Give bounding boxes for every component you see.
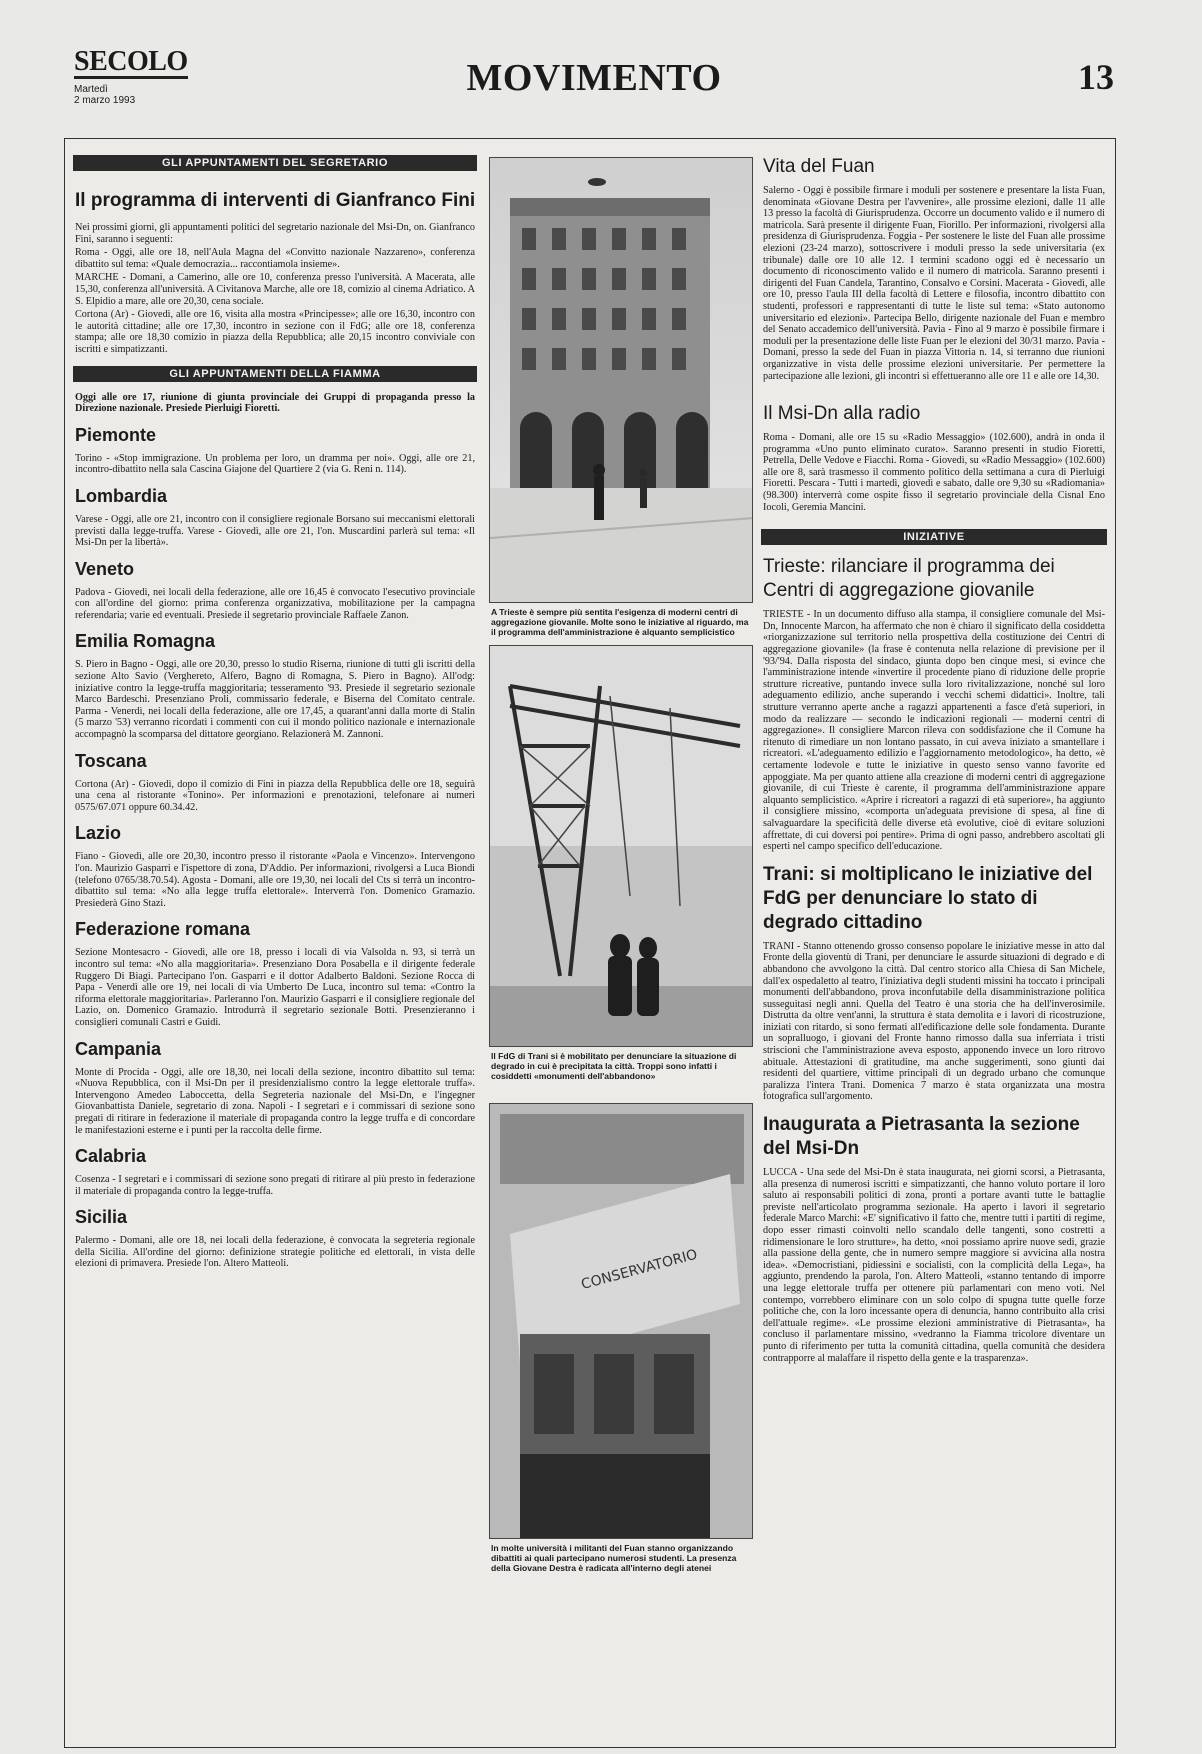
region-text: Palermo - Domani, alle ore 18, nei locali della federazione, è convocata la segreteria regionale della Sicilia. All'ordine del giorno: definizione strategie politiche ed elettorali, in vista delle elezioni di primavera. Presiede l'on. Altero Matteoli.: [75, 1235, 475, 1270]
region-heading: Sicilia: [75, 1207, 128, 1228]
photo-sign-text: CONSERVATORIO: [579, 1246, 700, 1294]
intro-text: Nei prossimi giorni, gli appuntamenti politici del segretario nazionale del Msi-Dn, on. Gianfranco Fini, saranno i seguenti:: [75, 222, 475, 245]
trani-text: TRANI - Stanno ottenendo grosso consenso popolare le iniziative messe in atto dal Fronte della gioventù di Trani, per denunciare le assurde situazioni di degrado e di abbandono che avvolgono la città. Dal centro storico alla Chiesa di San Michele, dall'ex ospedaletto al teatro, l'iniziativa degli studenti missini ha toccato i principali monumenti dell'abbandono, prova inconfutabile della disamministrazione politica susseguitasi negli anni. Quella del Teatro è una storia che ha dell'inverosimile. Distrutta da oltre vent'anni, la struttura è stata demolita e i lavori di ricostruzione, iniziati con ritardo, si sono fermati all'edificazione delle sole fondamenta. Durante un sopralluogo, i giovani del Fronte hanno rimosso dalla sua inferriata i tristi striscioni che l'amministrazione aveva esposto, apponendo invece un loro ritrovo abituale. Attestazioni di gratitudine, ma anche suggerimenti, sono giunti dai residenti del quartiere, vittime principali di un degrado urbano che comunque paralizza l'intera Trani. Domenica 7 marzo è stata organizzata una mostra fotografica sull'argomento.: [763, 940, 1105, 1103]
headline-trani: Trani: si moltiplicano le iniziative del FdG per denunciare lo stato di degrado cittadino: [763, 863, 1093, 933]
region-heading: Campania: [75, 1038, 162, 1059]
page-number: 13: [1078, 57, 1114, 97]
region-text: Padova - Giovedì, nei locali della federazione, alle ore 16,45 è convocato l'esecutivo provinciale con all'ordine del giorno: prima conferenza organizzativa, mobilitazione per la campagna referendaria; varie ed eventuali. Presiede il segretario provinciale Raffaele Zanon.: [75, 586, 475, 621]
region-heading: Piemonte: [75, 424, 157, 445]
headline-trieste: Trieste: rilanciare il programma dei Centri di aggregazione giovanile: [763, 556, 1055, 602]
marche-text: MARCHE - Domani, a Camerino, alle ore 10, conferenza presso l'università. A Macerata, alle 15,30, conferenza all'università. A Civitanova Marche, alle ore 18, comizio al cinema Adriatico. A S. Elpidio a mare, alle ore 20,30, cena sociale.: [75, 272, 475, 307]
photo-trieste: [489, 157, 753, 603]
roma-text: Roma - Oggi, alle ore 18, nell'Aula Magna del «Convitto nazionale Nazzareno», conferenza dibattito sul tema: «Quale democrazia... raccontiamola insieme».: [75, 247, 475, 270]
cortona-text: Cortona (Ar) - Giovedì, alle ore 16, visita alla mostra «Principesse»; alle ore 16,30, incontro con le autorità cittadine; alle ore 17,30, incontro in sezione con il FdG; alle ore 18, conferenza stampa; alle ore 18,30 comizio in piazza della Repubblica; alle 20,15 incontro conviviale con iscritti e simpatizzanti.: [75, 309, 475, 355]
trieste-square-image: [490, 158, 753, 602]
region-text: Varese - Oggi, alle ore 21, incontro con il consigliere regionale Borsano sui meccanismi elettorali previsti dalla legge-truffa. Varese - Giovedì, alle ore 21, l'on. Muscardini parlerà sul tema: «Il Msi-Dn per la libertà».: [75, 513, 475, 549]
region-text: Torino - «Stop immigrazione. Un problema per loro, un dramma per noi». Oggi, alle ore 21, incontro-dibattito nella sala Cascina Giajone del Quartiere 2 (via G. Reni n. 114).: [75, 452, 475, 476]
caption-trieste: A Trieste è sempre più sentita l'esigenza di moderni centri di aggregazione giovanile. Molte sono le iniziative al riguardo, ma il programma dell'amministrazione è alquanto semplicistico: [491, 607, 749, 637]
caption-trani: Il FdG di Trani si è mobilitato per denunciare la situazione di degrado in cui è precipitata la città. Troppi sono infatti i cosiddetti «monumenti dell'abbandono»: [491, 1051, 737, 1081]
photo-university: [489, 1103, 753, 1539]
banner-segretario: GLI APPUNTAMENTI DEL SEGRETARIO: [73, 155, 477, 171]
left-column: [73, 139, 477, 1272]
region-heading: Toscana: [75, 750, 147, 771]
region-heading: Calabria: [75, 1146, 147, 1167]
region-text: Cosenza - I segretari e i commissari di sezione sono pregati di ritirare al più presto in federazione il materiale di propaganda contro la legge-truffa.: [75, 1174, 475, 1197]
region-heading: Lazio: [75, 823, 122, 844]
banner-fiamma: GLI APPUNTAMENTI DELLA FIAMMA: [73, 366, 477, 382]
region-text: Sezione Montesacro - Giovedì, alle ore 18, presso i locali di via Valsolda n. 93, si terrà un incontro sul tema: «No alla maggioritaria». Presenziano Dora Posabella e il dirigente federale Ruggero Di Biagi. Partecipano l'on. Gasparri e il dottor Adalberto Baldoni. Sezione Rocca di Papa - Venerdì alle ore 19, nei locali di via Umberto De Luca, incontro sul tema: «Contro la riforma elettorale maggioritaria». Parleranno l'on. Maurizio Gasparri e il consigliere regionale del Lazio, on. Domenico Gramazio. Introdurrà il segretario sezionale Botti. Presenzieranno i consiglieri comunali Castri e Guidi.: [75, 947, 475, 1028]
headline-pietrasanta: Inaugurata a Pietrasanta la sezione del Msi-Dn: [763, 1114, 1080, 1160]
photo-trani: [489, 645, 753, 1047]
headline-fini: Il programma di interventi di Gianfranco Fini: [75, 190, 476, 211]
content-frame: [64, 138, 1116, 1748]
issue-day: Martedì: [74, 84, 108, 95]
banner-iniziative: INIZIATIVE: [761, 529, 1107, 545]
issue-date: 2 marzo 1993: [74, 95, 136, 106]
region-text: Cortona (Ar) - Giovedì, dopo il comizio di Fini in piazza della Repubblica delle ore 18, seguirà una cena al ristorante «Tonino». Per informazioni e prenotazioni, telefonare ai numeri 0575/67.071 oppure 60.34.42.: [75, 778, 475, 813]
region-heading: Emilia Romagna: [75, 631, 216, 652]
newspaper-logo: SECOLO: [74, 46, 188, 77]
university-building-image: [490, 1104, 753, 1538]
headline-radio: Il Msi-Dn alla radio: [763, 403, 921, 425]
section-title: MOVIMENTO: [466, 57, 722, 99]
fuan-text: Salerno - Oggi è possibile firmare i moduli per sostenere e presentare la lista Fuan, denominata «Giovane Destra per l'avvenire», alle prossime elezioni, dalle 11 alle 13 presso la facoltà di Giurisprudenza. Occorre un documento valido e il numero di matricola. Sarà presente il dirigente Fuan, Fiorillo. Per informazioni, rivolgersi alla presidenza di Giurisprudenza. Foggia - Per sostenere le liste del Fuan alle prossime elezioni (23-24 marzo), sottoscrivere i moduli presso la sede universitaria (ex tribunale) dalle ore 10 alle 12. I termini scadono oggi ed è necessario un documento di riconoscimento valido e il numero di matricola. Saranno presenti i dirigenti del Fuan Candela, Tarantino, Consalvo e Corsini. Macerata - Giovedì, alle ore 10, presso l'aula III della facoltà di Lettere e filosofia, incontro dibattito con studenti, professori e rappresentanti di tutte le liste sul tema: «Stato autonomo universitario ed elezioni». Partecipa Bello, dirigente nazionale del Fuan e membro del Senato accademico dell'università. Pavia - Fino al 9 marzo è possibile firmare i moduli per la presentazione delle liste Fuan per le elezioni del 30/31 marzo. Pavia - Domani, presso la sede del Fuan in piazza Vittoria n. 14, si terranno due riunioni organizzative in vista delle prossime elezioni universitarie. Per permettere la partecipazione alle lezioni, gli incontri si effettueranno alle ore 11 e alle ore 14,30.: [763, 185, 1105, 382]
caption-university: In molte università i militanti del Fuan stanno organizzando dibattiti ai quali partecipano numerosi studenti. La presenza della Giovane Destra è radicata all'interno degli atenei: [491, 1543, 737, 1573]
headline-fuan: Vita del Fuan: [763, 156, 875, 177]
masthead: [74, 48, 1114, 108]
radio-text: Roma - Domani, alle ore 15 su «Radio Messaggio» (102.600), andrà in onda il programma «Uno punto eliminato curato». Saranno presenti in studio Fioretti, Petrella, Delle Vedove e Fiacchi. Roma - Giovedì, su «Radio Messaggio» (102.600) alle ore 8, sarà trasmesso il commento politico della settimana a cura di Pierluigi Fioretti. Pescara - Tutti i martedì, giovedì e sabato, dalle ore 9,30 su «Radiomania» (98.300) interverrà come ospite fisso il segretario provinciale della Cisnal Eno Iocoli, Geremia Mancini.: [763, 432, 1105, 513]
right-column: [761, 139, 1107, 1366]
region-heading: Veneto: [75, 558, 135, 579]
region-heading: Lombardia: [75, 485, 168, 506]
region-text: Monte di Procida - Oggi, alle ore 18,30, nei locali della sezione, incontro dibattito sul tema: «Nuova Repubblica, con il Msi-Dn per il presidenzialismo contro la legge elettorale truffa». Intervengono Amedeo Laboccetta, della Segreteria nazionale del Msi-Dn, e l'ingegner Giovanbattista Daniele, segretario di zona. Napoli - I segretari e i commissari di sezione sono pregati di ritirare in federazione il materiale di propaganda contro la legge truffa e di concordare le manifestazioni esterne e i punti per la raccolta delle firme.: [75, 1066, 475, 1136]
pietrasanta-text: LUCCA - Una sede del Msi-Dn è stata inaugurata, nei giorni scorsi, a Pietrasanta, alla presenza di numerosi iscritti e simpatizzanti, che hanno voluto portare il loro saluto ai responsabili politici di zona, pronti a portare avanti tutte le battaglie previste nell'articolato programma sezionale. Ha aperto i lavori il segretario federale Marco Marchi: «E' significativo il fatto che, mentre tutti i partiti di regime, dopo esser rimasti coinvolti nello scandalo delle tangenti, sono costretti a ridimensionare le loro strutture», ha detto, «noi possiamo aprire nuove sedi, grazie alla passione della gente, che in numero sempre maggiore si avvicina alla nostra idea». «Democristiani, pidiessini e socialisti, con la complicità della Lega», ha aggiunto, prendendo la parola, l'on. Altero Matteoli, «stanno tentando di imporre una legge elettorale truffa per ottenere più parlamentari con meno voti. Nel contempo, vorrebbero eliminare con un solo colpo di spugna tutte quelle forze politiche che, con la loro incessante opera di denuncia, hanno contribuito alla crisi dell'attuale regime». «Le prossime elezioni amministrative di Pietrasanta», ha concluso il parlamentare missino, «vedranno la Fiamma tricolore diventare un punto di riferimento per tutta la comunità cittadina, quella comunità che desidera contrapporre al malaffare il rispetto della gente e la trasparenza».: [763, 1167, 1105, 1364]
region-text: Fiano - Giovedì, alle ore 20,30, incontro presso il ristorante «Paola e Vincenzo». Intervengono l'on. Maurizio Gasparri e l'ispettore di zona, D'Addio. Per informazioni, rivolgersi a Luca Biondi (telefono 0765/38.70.54). Agosta - Domani, alle ore 19,30, nei locali del Cts si terrà un incontro-dibattito sul tema: «No alla legge truffa elettorale». Interverrà l'on. Domenico Gramazio. Presiederà Gino Stazi.: [75, 851, 475, 909]
trani-harbour-image: [490, 646, 753, 1046]
fiamma-intro: Oggi alle ore 17, riunione di giunta provinciale dei Gruppi di propaganda presso la Direzione nazionale. Presiede Pierluigi Fioretti.: [75, 391, 475, 415]
photo-column: [489, 139, 753, 1573]
trieste-text: TRIESTE - In un documento diffuso alla stampa, il consigliere comunale del Msi-Dn, Innocente Marcon, ha affermato che non è chiaro il significato della cosiddetta «riorganizzazione sul territorio nella prospettiva della costituzione dei Centri di aggregazione giovanile» (la frase è contenuta nella relazione di previsione per il '93/'94. Dalla risposta del sindaco, giunta dopo ben cinque mesi, si evince che l'amministrazione intende «invertire il procedente piano di riduzione delle proprie strutture ricreative, puntando invece sulla loro rivitalizzazione, nonché sul loro adeguamento edilizio, anche superando i vecchi schemi didattici». Inoltre, tali strutture verranno aperte anche a ragazzi appartenenti a fasce d'età superiori, in modo da realizzare — secondo le indicazioni regionali — moderni centri di aggregazione». Il consigliere Marcon rileva con soddisfazione che il Comune ha ritenuto di rimediare un non lontano passato, in cui aveva iniziato a smantellare i ricreatori. «L'adeguamento edilizio e l'aggiornamento metodologico», ha detto, «è certamente lodevole e tutte le iniziative in questo senso vanno favorite ed appoggiate. Ma per quanto attiene alla creazione di moderni centri di aggregazione giovanile, di cui Trieste è carente, il programma dell'amministrazione appare alquanto semplicistico. «Aprire i ricreatori a ragazzi di età superiore», ha aggiunto il consigliere missino, «comporta un'adeguata previsione di spesa, al fine di salvaguardare la specificità delle diverse età evolutive, cioè di evitare soluzioni affrettate, di cui doversi poi pentire». Prima di ogni passo, andrebbero ascoltati gli esperti nel campo specifico dell'educazione.: [763, 609, 1105, 853]
region-heading: Federazione romana: [75, 919, 251, 940]
region-text: S. Piero in Bagno - Oggi, alle ore 20,30, presso lo studio Riserna, riunione di tutti gli iscritti della sezione Alto Savio (Verghereto, Alfero, Bagno di Romagna, S. Piero in Bagno). All'odg: iniziative contro la legge-truffa maggioritaria; tesseramento '93. Presiede il segretario sezionale Marco Bardeschi. Presenziano Proli, commissario federale, e Biserna del Comitato centrale. Parma - Venerdì, nei locali della federazione, alle ore 17,45, a quarant'anni dalla morte di Stalin (5 marzo '53) verranno ricordati i commenti con cui il mondo politico nazionale e internazionale accompagnò la scomparsa del dittatore georgiano. Relazionerà M. Zannoni.: [75, 659, 475, 741]
